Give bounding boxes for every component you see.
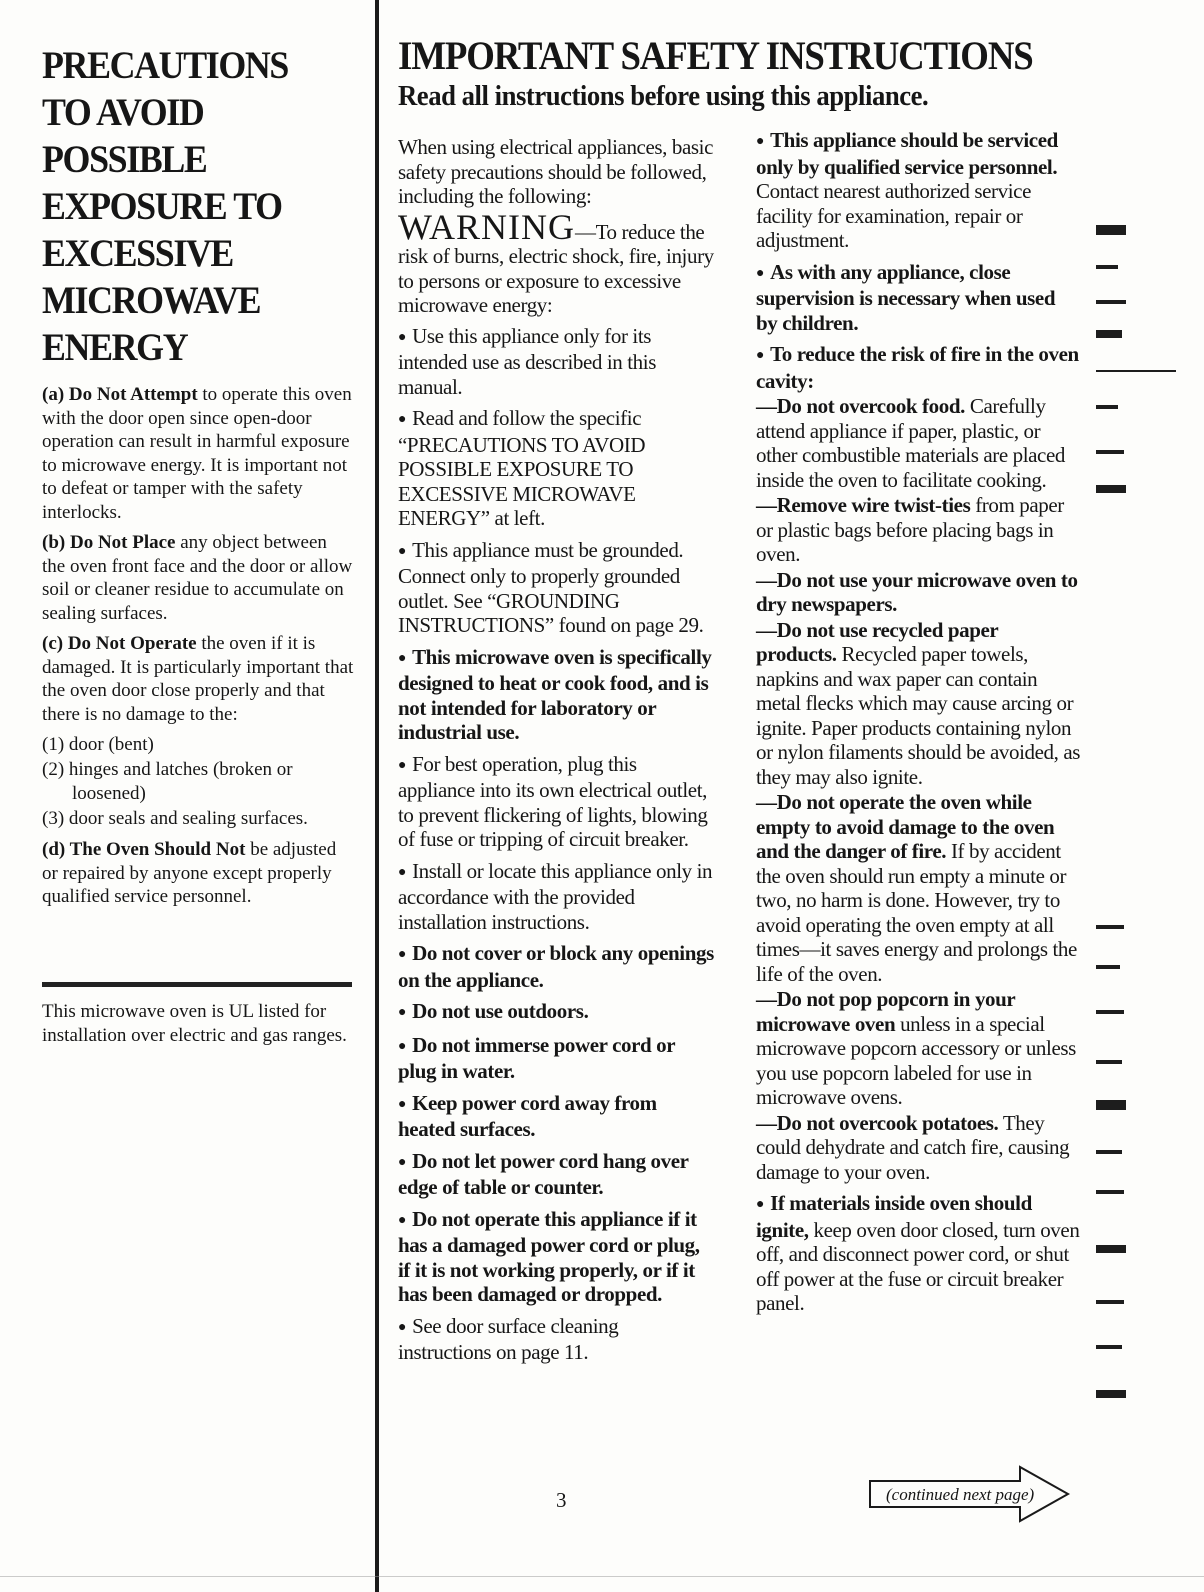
precaution-c: (c) Do Not Operate the oven if it is damaged. It is particularly important that the oven door close properly and that there is no damage to the: [42, 633, 354, 725]
list-item: ● Do not operate this appliance if it has a damaged power cord or plug, if it is not working properly, or if it has been damaged or dropped. [398, 1206, 700, 1306]
list-item: ● Do not immerse power cord or plug in water. [398, 1032, 675, 1083]
list-item: ● If materials inside oven should ignite, keep oven door closed, turn oven off, and disconnect power cord, or shut off power at the fuse or circuit breaker panel. [756, 1191, 1080, 1315]
scan-mark [1096, 925, 1124, 929]
continued-arrow [868, 1464, 1073, 1524]
list-item: ● This microwave oven is specifically designed to heat or cook food, and is not intended for laboratory or industrial use. [398, 644, 712, 744]
column-divider [375, 0, 379, 1592]
scan-mark [1096, 225, 1126, 235]
fire-tip: —Do not overcook food. Carefully attend appliance if paper, plastic, or other combustible materials are placed inside the oven to facilitate cooking. [756, 394, 1065, 492]
list-item: ● Do not use outdoors. [398, 999, 589, 1023]
fire-tip: —Do not operate the oven while empty to avoid damage to the oven and the danger of fire. If by accident the oven should run empty a minute or two, no harm is done. However, try to avoid operating the oven empty at all times—it saves energy and prolongs the life of the oven. [756, 790, 1077, 986]
bullet-icon: ● [398, 650, 407, 666]
scan-mark [1096, 1300, 1124, 1304]
scan-mark [1096, 1390, 1126, 1398]
precautions-heading: PRECAUTIONS TO AVOID POSSIBLE EXPOSURE TO EXCESSIVE MICROWAVE ENERGY [42, 44, 288, 369]
page-number: 3 [556, 1488, 567, 1512]
bullet-icon: ● [398, 1154, 407, 1170]
precaution-a: (a) Do Not Attempt to operate this oven with the door open since open-door operation can result in harmful exposure to microwave energy. It is important not to defeat or tamper with the safety interlocks. [42, 384, 352, 523]
list-item: (3) door seals and sealing surfaces. [42, 808, 308, 829]
bullet-icon: ● [398, 412, 407, 427]
scan-mark [1096, 1345, 1122, 1349]
bullet-icon: ● [756, 265, 765, 281]
precautions-column [42, 42, 354, 916]
warning-heading: WARNING [398, 206, 575, 247]
list-item: ● Read and follow the specific “PRECAUTIONS TO AVOID POSSIBLE EXPOSURE TO EXCESSIVE MICROWAVE ENERGY” at left. [398, 406, 646, 530]
bullet-icon: ● [398, 1038, 407, 1054]
fire-tip: —Remove wire twist-ties from paper or plastic bags before placing bags in oven. [756, 493, 1064, 566]
scan-mark [1096, 450, 1124, 454]
list-item: ● Keep power cord away from heated surfaces. [398, 1090, 657, 1141]
bullet-icon: ● [398, 1005, 407, 1020]
list-item: ● Do not cover or block any openings on the appliance. [398, 941, 714, 992]
list-item: (1) door (bent) [42, 734, 154, 755]
ul-listing-note: This microwave oven is UL listed for installation over electric and gas ranges. [42, 1001, 347, 1046]
list-item: ● Use this appliance only for its intended use as described in this manual. [398, 323, 656, 399]
page-title: IMPORTANT SAFETY INSTRUCTIONS [398, 33, 1033, 78]
scan-mark [1096, 1150, 1122, 1154]
list-item: ● For best operation, plug this appliance into its own electrical outlet, to prevent flickering of lights, blowing of fuse or tripping of circuit breaker. [398, 751, 708, 851]
list-item: ● To reduce the risk of fire in the oven cavity: [756, 342, 1079, 393]
scan-mark [1096, 370, 1176, 372]
fire-tip: —Do not use recycled paper products. Recycled paper towels, napkins and wax paper can contain metal flecks which may cause arcing or ignite. Paper products containing nylon or nylon filaments should be avoided, as they may also ignite. [756, 617, 1081, 789]
scan-mark [1096, 485, 1126, 493]
scan-artifacts [1088, 0, 1198, 1592]
bullet-icon: ● [756, 1197, 765, 1212]
scan-mark [1096, 330, 1122, 338]
page-subtitle: Read all instructions before using this appliance. [398, 80, 929, 112]
instructions-column-1 [398, 135, 716, 1372]
precaution-d: (d) The Oven Should Not be adjusted or repaired by anyone except properly qualified service personnel. [42, 839, 337, 907]
bullet-icon: ● [398, 1212, 407, 1228]
scan-mark [1096, 965, 1120, 969]
precaution-b: (b) Do Not Place any object between the oven front face and the door or allow soil or cleaner residue to accumulate on sealing surfaces. [42, 532, 353, 624]
fire-tip: —Do not pop popcorn in your microwave oven unless in a special microwave popcorn accessory or unless you use popcorn labeled for use in microwave ovens. [756, 987, 1076, 1109]
scan-mark [1096, 1010, 1124, 1014]
bullet-icon: ● [756, 348, 765, 363]
scan-mark [1096, 1190, 1124, 1194]
bullet-icon: ● [756, 134, 765, 149]
list-item: ● As with any appliance, close supervision is necessary when used by children. [756, 259, 1056, 335]
fire-tip: —Do not overcook potatoes. They could dehydrate and catch fire, causing damage to your oven. [756, 1110, 1070, 1184]
list-item: ● See door surface cleaning instructions on page 11. [398, 1313, 619, 1364]
intro-text: When using electrical appliances, basic safety precautions should be followed, including the following: [398, 135, 714, 208]
scan-mark [1096, 1060, 1122, 1064]
bullet-icon: ● [398, 543, 407, 559]
scan-mark [1096, 1245, 1126, 1253]
scan-mark [1096, 300, 1126, 304]
fire-tip: —Do not use your microwave oven to dry newspapers. [756, 567, 1078, 616]
bullet-icon: ● [398, 947, 407, 962]
scan-mark [1096, 1100, 1126, 1110]
list-item: ● This appliance should be serviced only by qualified service personnel. Contact nearest authorized service facility for examination, repair or adjustment. [756, 128, 1058, 252]
list-item: (2) hinges and latches (broken or loosened) [42, 759, 293, 804]
scan-mark [1096, 265, 1118, 269]
bullet-icon: ● [398, 1319, 407, 1335]
warning-paragraph: WARNING—To reduce the risk of burns, electric shock, fire, injury to persons or exposure to excessive microwave energy: [398, 206, 714, 317]
damage-list [42, 733, 354, 831]
scan-mark [1096, 405, 1118, 409]
list-item: ● This appliance must be grounded. Connect only to properly grounded outlet. See “GROUNDING INSTRUCTIONS” found on page 29. [398, 537, 704, 637]
list-item: ● Do not let power cord hang over edge of table or counter. [398, 1148, 689, 1199]
list-item: ● Install or locate this appliance only in accordance with the provided installation instructions. [398, 858, 713, 934]
bullet-icon: ● [398, 329, 407, 345]
instructions-column-2 [756, 128, 1081, 1323]
horizontal-rule [42, 982, 352, 987]
bullet-icon: ● [398, 1096, 407, 1112]
continued-label: (continued next page) [886, 1485, 1035, 1504]
bottom-edge [0, 1576, 1204, 1577]
bullet-icon: ● [398, 864, 407, 880]
bullet-icon: ● [398, 757, 407, 773]
